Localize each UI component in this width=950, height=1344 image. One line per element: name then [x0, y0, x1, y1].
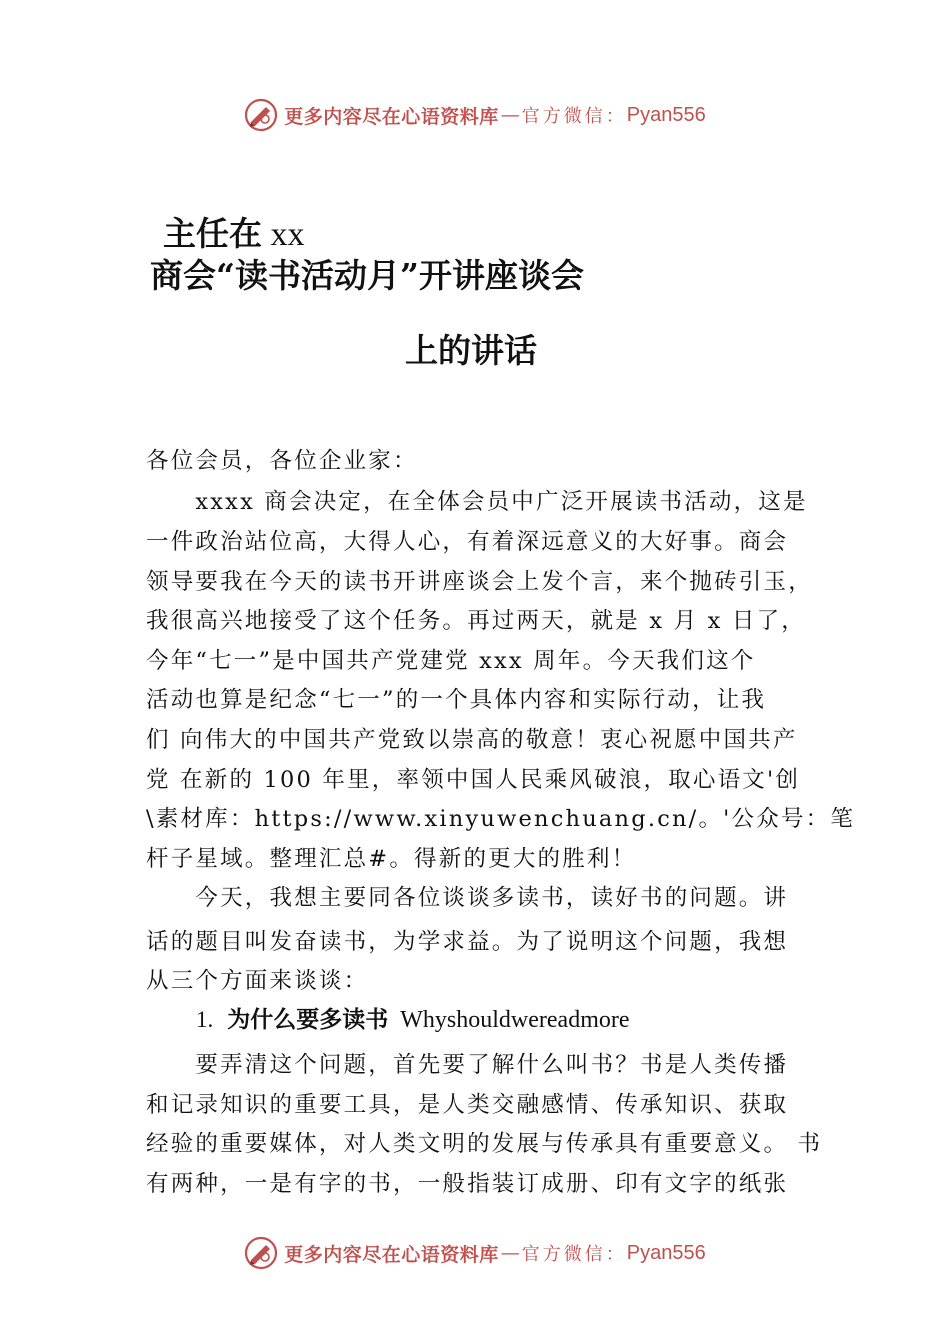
body-line: 要弄清这个问题，首先要了解什么叫书？书是人类传播	[146, 1052, 789, 1078]
watermark-text: 更多内容尽在心语资料库	[284, 105, 499, 128]
body-line: 们 向伟大的中国共产党致以崇高的敬意！衷心祝愿中国共产	[146, 727, 798, 753]
title-line-1	[163, 208, 305, 255]
body-line: 各位会员，各位企业家：	[146, 448, 418, 474]
body-line: xxxx 商会决定，在全体会员中广泛开展读书活动，这是	[146, 489, 808, 515]
body-line: 有两种，一是有字的书，一般指装订成册、印有文字的纸张	[146, 1171, 789, 1197]
body-line: \素材库：https://www.xinyuwenchuang.cn/。'公众号：笔	[146, 806, 856, 832]
watermark-banner-bottom	[0, 1233, 950, 1273]
watermark-label: 官方微信：	[521, 1244, 627, 1265]
watermark-logo-icon	[244, 1236, 278, 1270]
title-line-1-zh: 主任在	[163, 214, 262, 253]
body-line: 话的题目叫发奋读书，为学求益。为了说明这个问题，我想	[146, 929, 789, 955]
body-line: 今天，我想主要同各位谈谈多读书，读好书的问题。讲	[146, 885, 789, 911]
section-heading	[196, 1001, 630, 1034]
title-line-3: 上的讲话	[405, 331, 537, 370]
watermark-banner-top	[0, 95, 950, 135]
watermark-separator: —	[500, 1242, 520, 1264]
body-line: 今年“七一”是中国共产党建党 xxx 周年。今天我们这个	[146, 648, 756, 674]
watermark-text: 更多内容尽在心语资料库	[284, 1243, 499, 1266]
watermark-id: Pyan556	[626, 103, 706, 126]
title-line-1-en: xx	[262, 216, 305, 253]
body-line: 经验的重要媒体，对人类文明的发展与传承具有重要意义。 书	[146, 1131, 823, 1157]
body-line: 从三个方面来谈谈：	[146, 968, 369, 994]
watermark-id: Pyan556	[626, 1241, 706, 1264]
watermark-label: 官方微信：	[521, 106, 627, 127]
body-line: 和记录知识的重要工具，是人类交融感情、传承知识、获取	[146, 1092, 789, 1118]
body-line: 一件政治站位高，大得人心，有着深远意义的大好事。商会	[146, 529, 789, 555]
watermark-separator: —	[500, 104, 520, 126]
section-heading-en: Whyshouldwereadmore	[400, 1007, 630, 1033]
body-line: 杆子星域。整理汇总#。得新的更大的胜利！	[146, 846, 637, 872]
title-line-2: 商会“读书活动月”开讲座谈会	[150, 256, 584, 295]
watermark-logo-icon	[244, 98, 278, 132]
body-line: 活动也算是纪念“七一”的一个具体内容和实际行动，让我	[146, 687, 767, 713]
section-heading-number: 1.	[196, 1007, 214, 1032]
body-line: 领导要我在今天的读书开讲座谈会上发个言，来个抛砖引玉，	[146, 569, 813, 595]
section-heading-zh: 为什么要多读书	[227, 1007, 389, 1033]
body-line: 我很高兴地接受了这个任务。再过两天，就是 x 月 x 日了，	[146, 608, 806, 634]
body-line: 党 在新的 100 年里，率领中国人民乘风破浪，取心语文'创	[146, 767, 801, 793]
